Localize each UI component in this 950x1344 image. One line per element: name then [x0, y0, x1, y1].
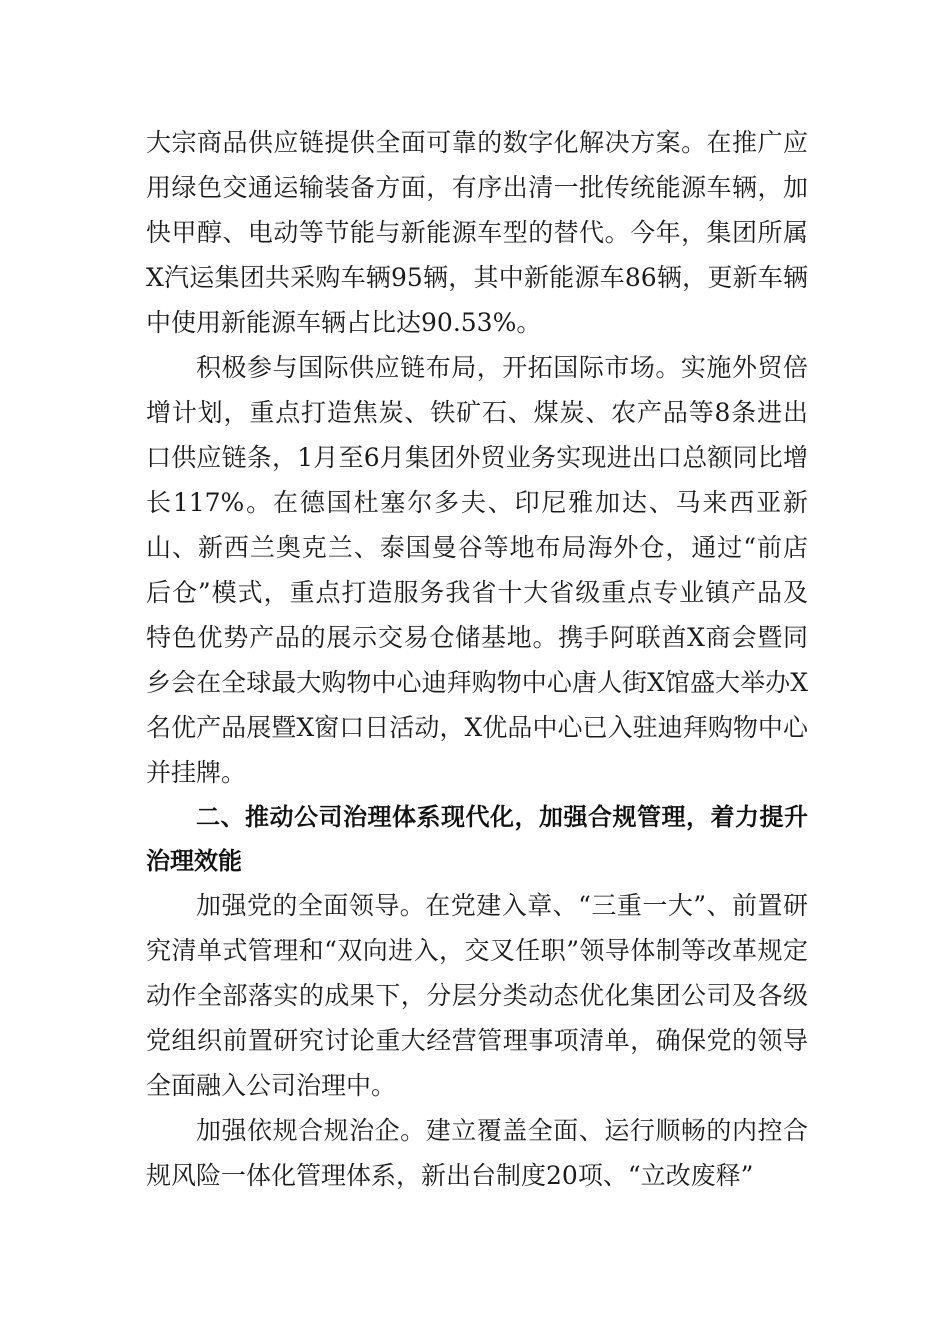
paragraph-continued: 大宗商品供应链提供全面可靠的数字化解决方案。在推广应用绿色交通运输装备方面，有序出清一批传统能源车辆，加快甲醇、电动等节能与新能源车型的替代。今年，集团所属X汽运集团共采购车辆95辆，其中新能源车86辆，更新车辆中使用新能源车辆占比达90.53%。 [146, 128, 808, 337]
paragraph-international-supply-chain: 积极参与国际供应链布局，开拓国际市场。实施外贸倍增计划，重点打造焦炭、铁矿石、煤炭、农产品等8条进出口供应链条，1月至6月集团外贸业务实现进出口总额同比增长117%。在德国杜塞尔多夫、印尼雅加达、马来西亚新山、新西兰奥克兰、泰国曼谷等地布局海外仓，通过“前店后仓”模式，重点打造服务我省十大省级重点专业镇产品及特色优势产品的展示交易仓储基地。携手阿联酋X商会暨同乡会在全球最大购物中心迪拜购物中心唐人街X馆盛大举办X名优产品展暨X窗口日活动，X优品中心已入驻迪拜购物中心并挂牌。 [146, 353, 808, 787]
paragraph-party-leadership: 加强党的全面领导。在党建入章、“三重一大”、前置研究清单式管理和“双向进入，交叉任职”领导体制等改革规定动作全部落实的成果下，分层分类动态优化集团公司及各级党组织前置研究讨论重大经营管理事项清单，确保党的领导全面融入公司治理中。 [146, 891, 808, 1100]
document-body [146, 120, 808, 1198]
section-heading-2: 二、推动公司治理体系现代化，加强合规管理，着力提升治理效能 [146, 803, 808, 875]
paragraph-compliance: 加强依规合规治企。建立覆盖全面、运行顺畅的内控合规风险一体化管理体系，新出台制度20项、“立改废释” [146, 1116, 808, 1190]
